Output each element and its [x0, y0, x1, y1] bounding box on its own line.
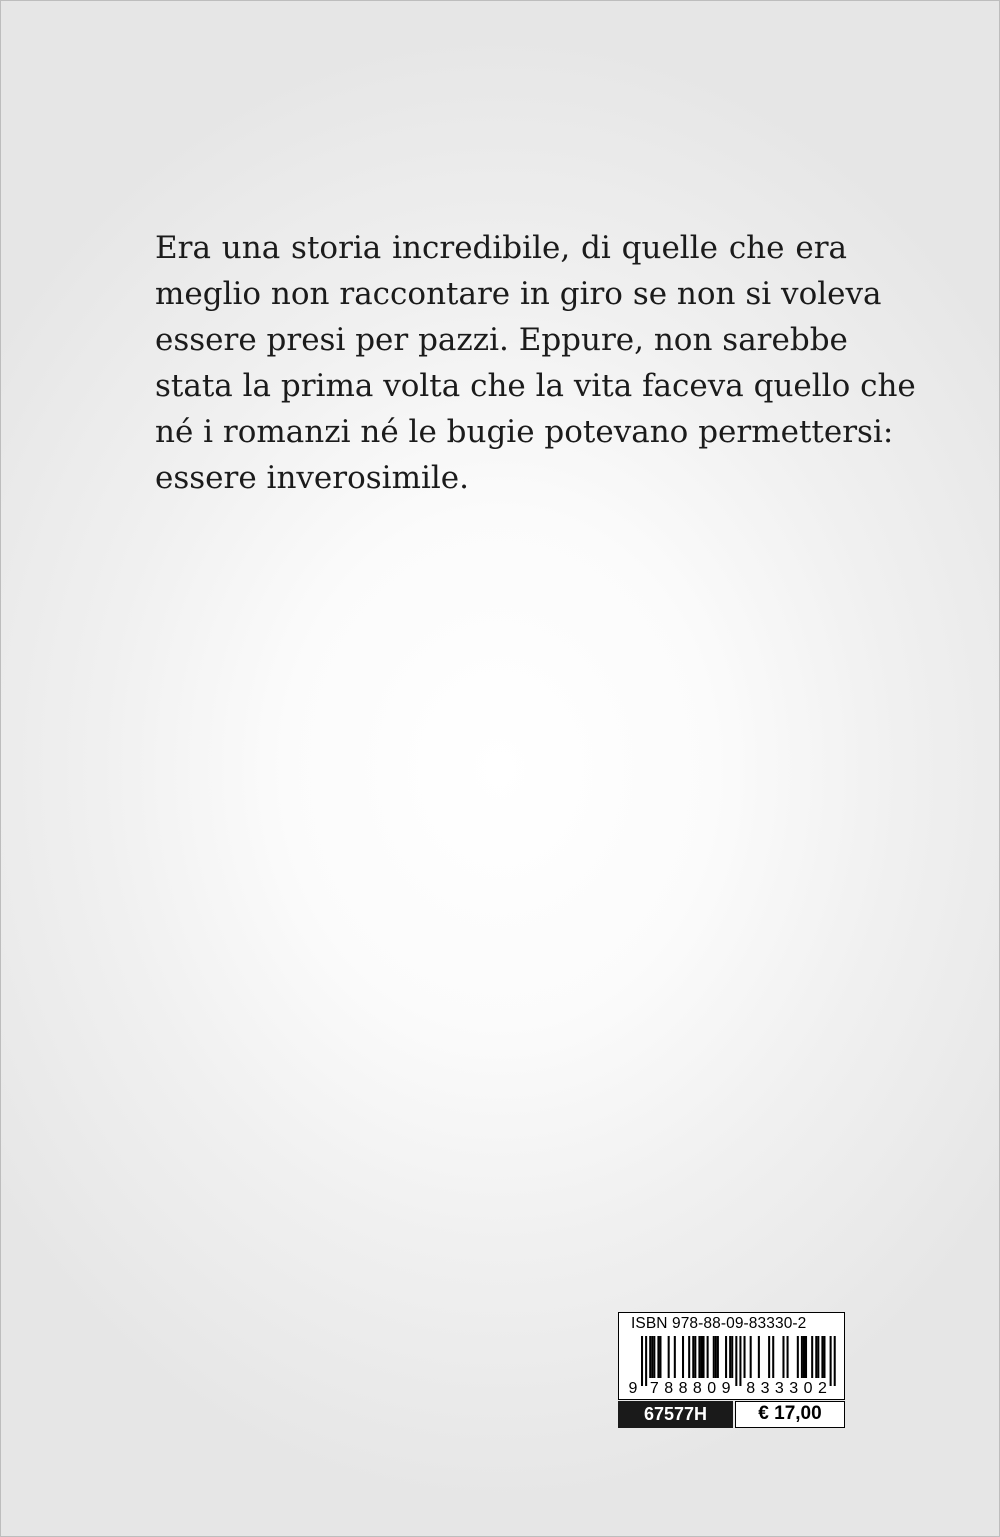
barcode-bar — [725, 1336, 727, 1378]
blurb-line: né i romanzi né le bugie potevano permettersi: — [155, 414, 894, 450]
barcode-bar — [805, 1336, 807, 1378]
barcode-bar — [744, 1336, 746, 1378]
barcode-bar — [653, 1336, 655, 1378]
barcode-bar — [641, 1336, 643, 1386]
barcode-digit: 9 — [721, 1380, 731, 1397]
barcode-digit: 3 — [760, 1380, 770, 1397]
barcode-bar — [803, 1336, 805, 1378]
barcode-bar — [834, 1336, 836, 1386]
barcode-bar — [815, 1336, 817, 1378]
barcode-bar — [823, 1336, 825, 1378]
price-label: € 17,00 — [735, 1401, 845, 1428]
blurb-line: essere presi per pazzi. Eppure, non sarebbe — [155, 322, 848, 358]
barcode-bar — [688, 1336, 690, 1378]
barcode-bar — [700, 1336, 702, 1378]
barcode-image — [619, 1313, 846, 1401]
barcode-bar — [657, 1336, 659, 1378]
barcode-bar — [651, 1336, 653, 1378]
barcode-digit: 8 — [664, 1380, 674, 1397]
barcode-bar — [787, 1336, 789, 1378]
barcode-bar — [830, 1336, 832, 1386]
barcode-bar — [703, 1336, 705, 1378]
blurb-line: Era una storia incredibile, di quelle che era — [155, 230, 847, 266]
isbn-label: ISBN 978-88-09-83330-2 — [631, 1315, 807, 1332]
barcode-digit: 3 — [774, 1380, 784, 1397]
barcode-bar — [682, 1336, 684, 1378]
barcode-bar — [821, 1336, 823, 1378]
barcode-bar — [782, 1336, 784, 1378]
barcode-digit: 8 — [746, 1380, 756, 1397]
barcode-digit: 3 — [789, 1380, 799, 1397]
blurb-line: meglio non raccontare in giro se non si voleva — [155, 276, 882, 312]
isbn-barcode — [618, 1312, 845, 1400]
product-code: 67577H — [618, 1401, 733, 1428]
barcode-bar — [811, 1336, 813, 1378]
barcode-digit: 8 — [692, 1380, 702, 1397]
barcode-digit: 2 — [817, 1380, 827, 1397]
barcode-bar — [674, 1336, 676, 1378]
barcode-bar — [645, 1336, 647, 1386]
barcode-bar — [750, 1336, 752, 1378]
barcode-bar — [698, 1336, 700, 1378]
barcode-digit: 0 — [803, 1380, 813, 1397]
barcode-bar — [797, 1336, 799, 1378]
barcode-bar — [659, 1336, 661, 1378]
barcode-bar — [649, 1336, 651, 1378]
barcode-bar — [739, 1336, 741, 1386]
barcode-bar — [768, 1336, 770, 1378]
barcode-bar — [668, 1336, 670, 1378]
barcode-bar — [772, 1336, 774, 1378]
barcode-digit: 0 — [707, 1380, 717, 1397]
blurb-line: essere inverosimile. — [155, 460, 469, 496]
barcode-digit: 9 — [628, 1380, 638, 1397]
price-box — [618, 1401, 845, 1428]
barcode-digit: 7 — [649, 1380, 659, 1397]
barcode-bar — [729, 1336, 731, 1378]
barcode-digit: 8 — [678, 1380, 688, 1397]
barcode-bar — [817, 1336, 819, 1378]
blurb-text — [155, 225, 916, 501]
barcode-bar — [707, 1336, 709, 1378]
barcode-bar — [758, 1336, 760, 1378]
blurb-line: stata la prima volta che la vita faceva quello che — [155, 368, 916, 404]
barcode-bar — [735, 1336, 737, 1386]
barcode-bar — [715, 1336, 717, 1378]
barcode-bar — [801, 1336, 803, 1378]
barcode-bar — [713, 1336, 715, 1378]
barcode-bar — [692, 1336, 694, 1378]
barcode-bar — [694, 1336, 696, 1378]
barcode-bar — [717, 1336, 719, 1378]
barcode-bar — [731, 1336, 733, 1378]
